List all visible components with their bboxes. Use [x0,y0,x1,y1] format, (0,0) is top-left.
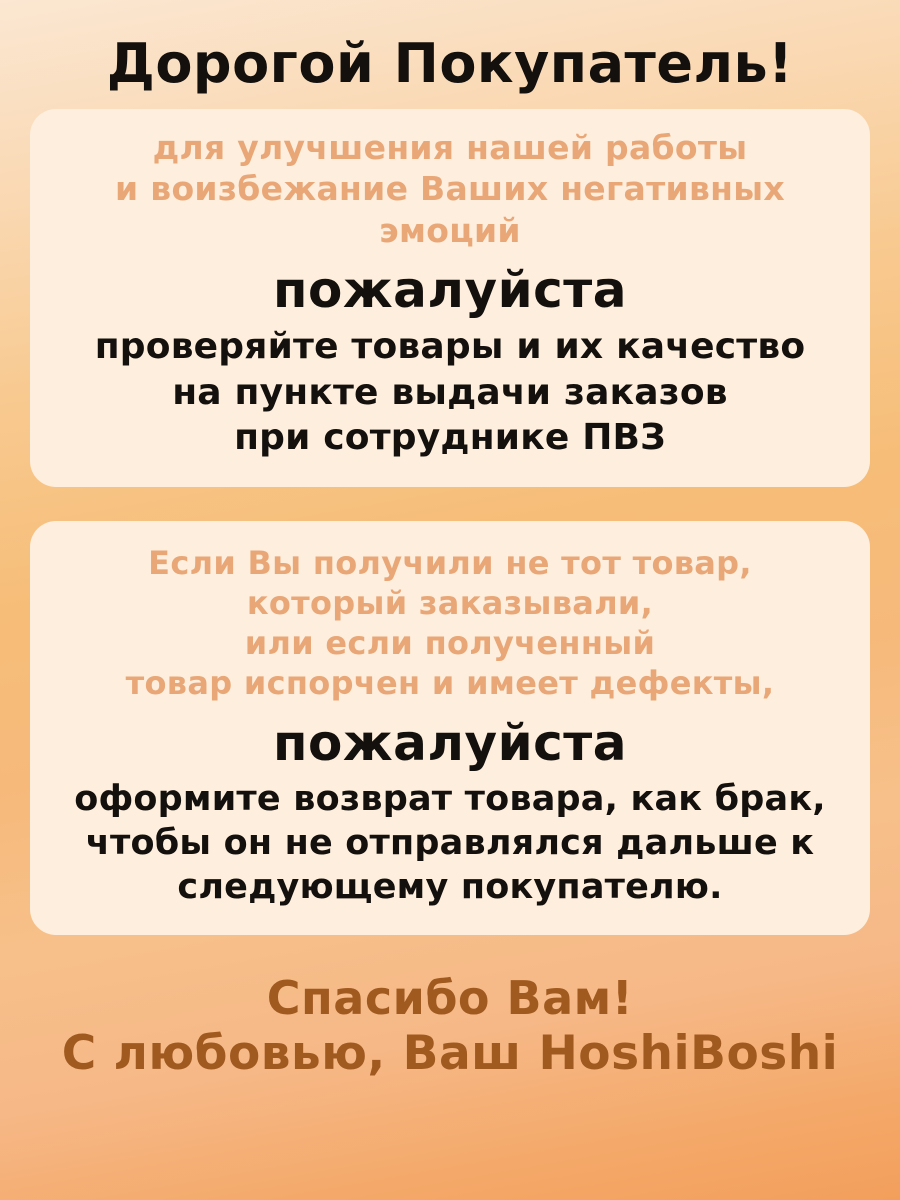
intro-line-1: для улучшения нашей работы [152,127,748,167]
body-line-3: следующему покупателю. [177,866,723,907]
emphasis-please-2: пожалуйста [273,713,627,772]
emphasis-please-1: пожалуйста [273,261,627,320]
body-line-1: проверяйте товары и их качество [94,326,806,368]
intro-line-3: или если полученный [244,624,656,663]
info-card-defect-return [30,521,870,936]
footer-brand: С любовью, Ваш HoshiBoshi [61,1026,839,1082]
body-line-2: на пункте выдачи заказов [172,371,728,413]
intro-line-4: товар испорчен и имеет дефекты, [125,664,775,703]
page-title: Дорогой Покупатель! [106,32,794,95]
info-card-check-at-pickup [30,109,870,487]
intro-line-2: который заказывали, [246,583,654,622]
body-line-2: чтобы он не отправлялся дальше к [85,822,815,863]
body-line-1: оформите возврат товара, как брак, [74,778,826,819]
intro-line-1: Если Вы получили не тот товар, [148,543,752,582]
body-line-3: при сотруднике ПВЗ [234,417,666,459]
footer-signature [62,971,839,1083]
footer-thanks: Спасибо Вам! [266,971,634,1026]
intro-line-2: и воизбежание Ваших негативных эмоций [115,169,785,250]
